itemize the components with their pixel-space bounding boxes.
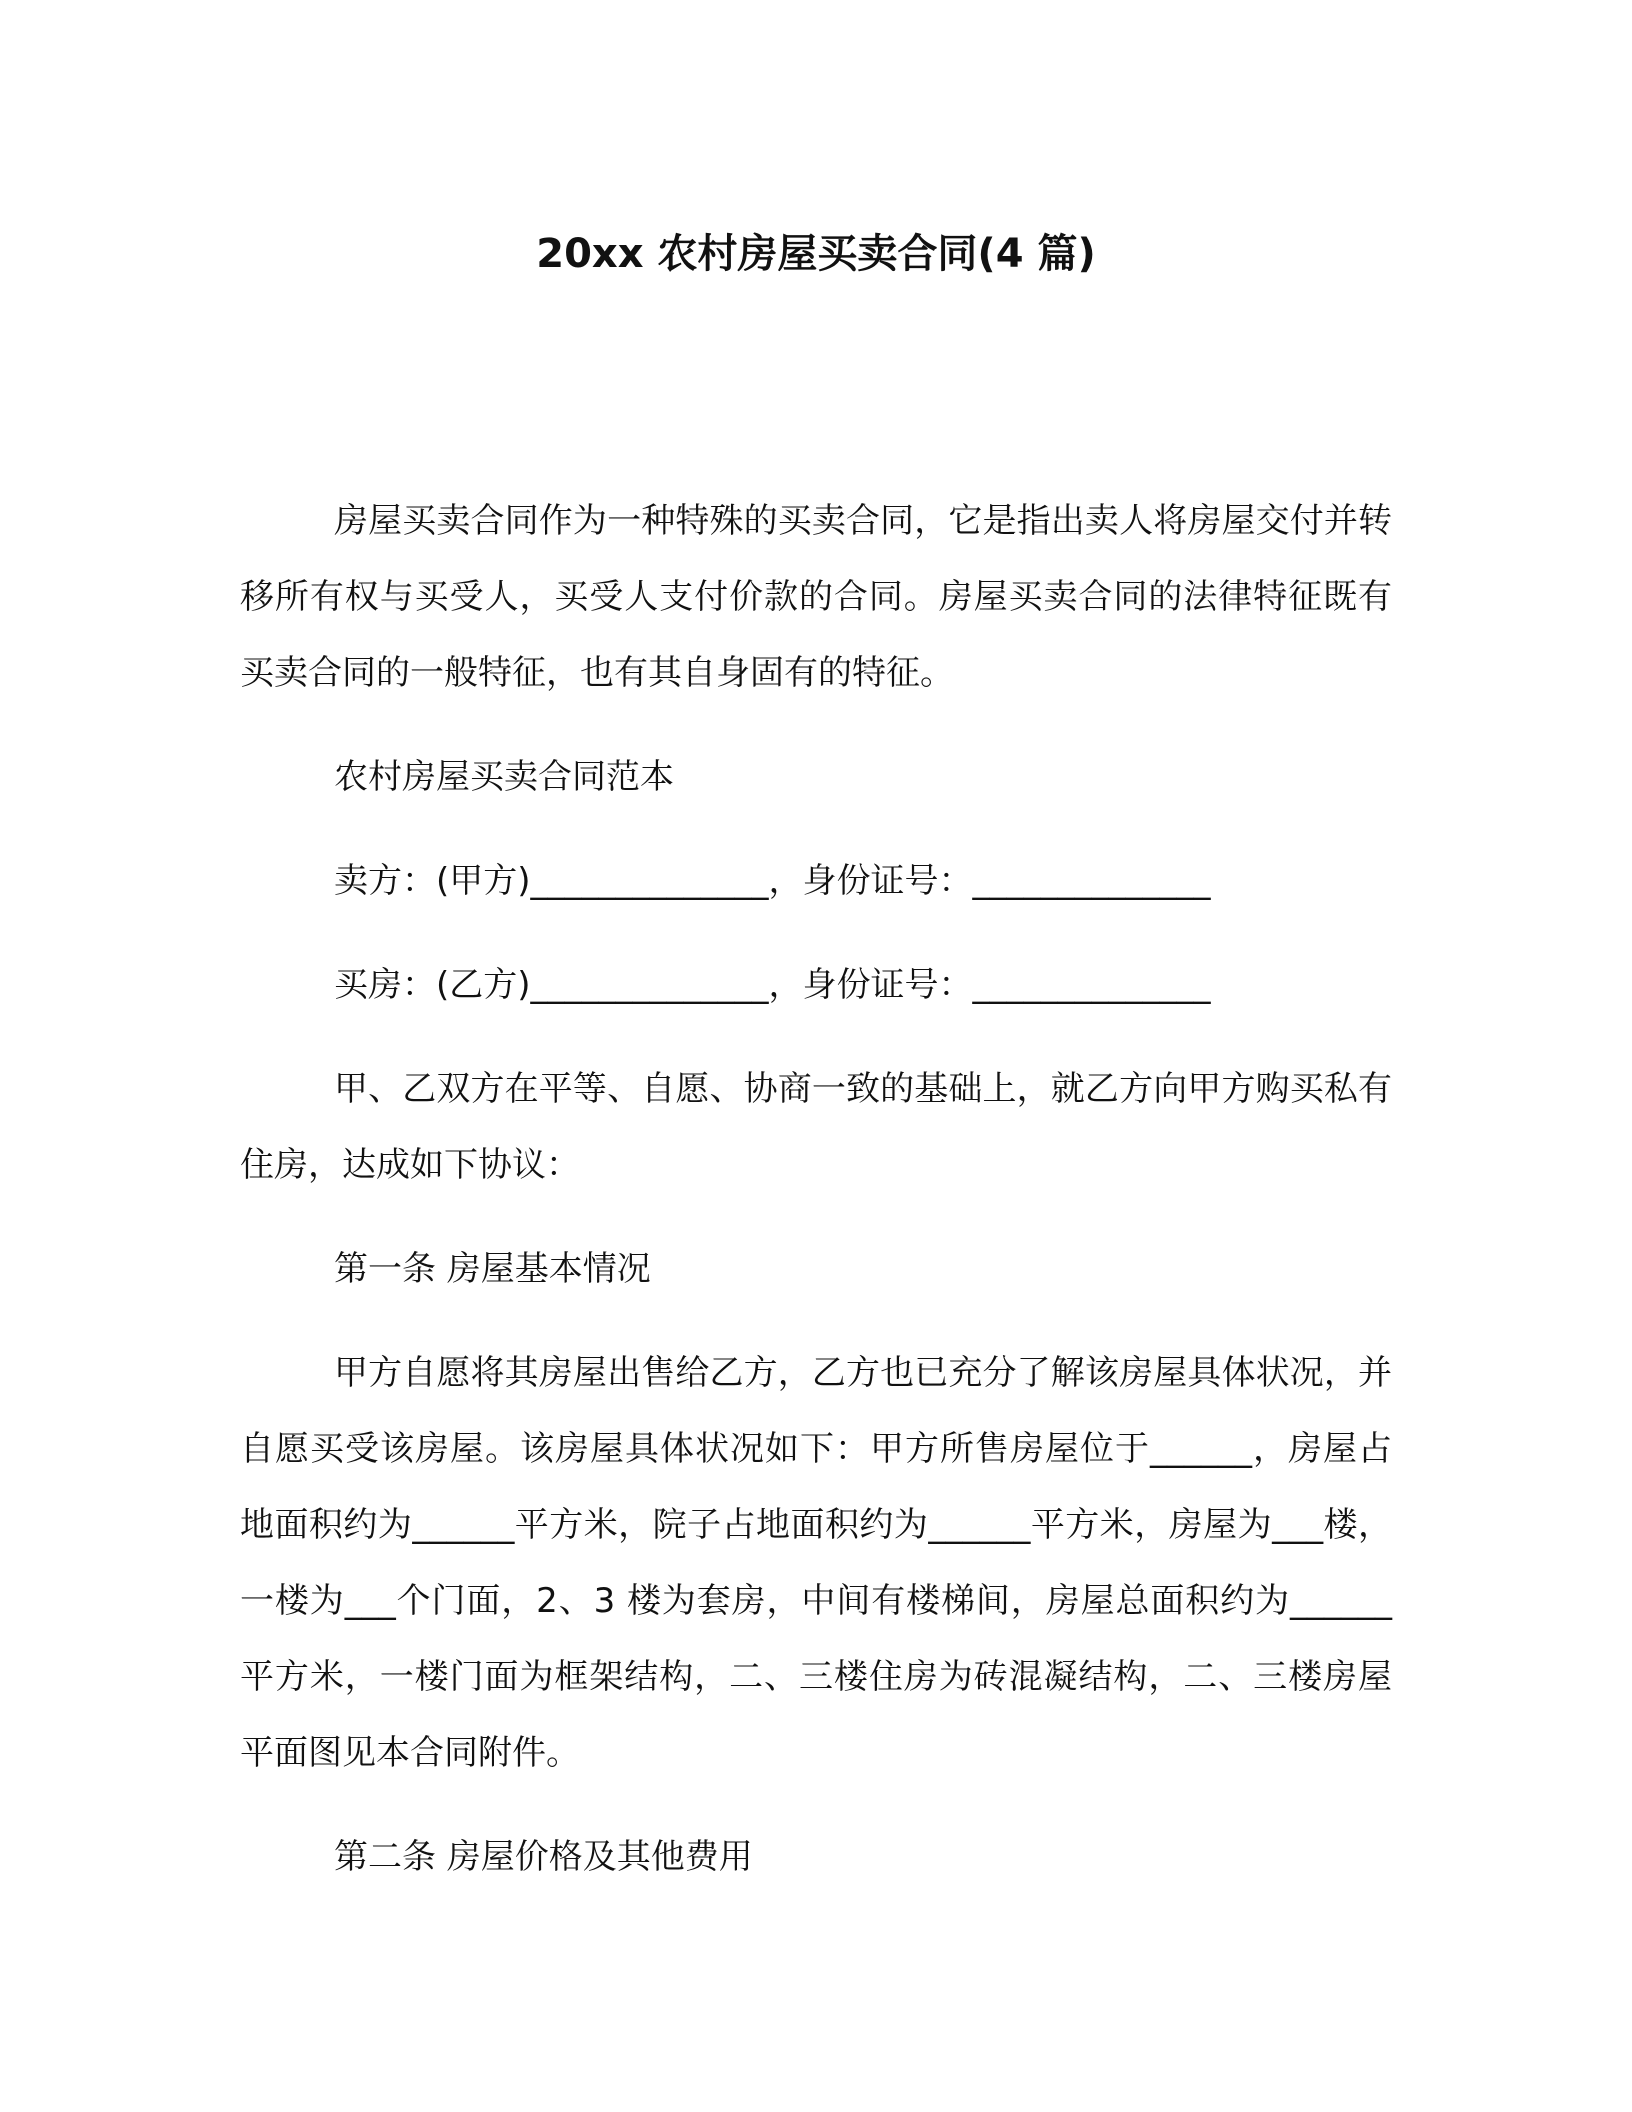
agreement-paragraph: 甲、乙双方在平等、自愿、协商一致的基础上，就乙方向甲方购买私有住房，达成如下协议： (240, 1069, 1392, 1185)
article-two-heading: 第二条 房屋价格及其他费用 (334, 1837, 753, 1877)
buyer-line: 买房：(乙方)______________，身份证号：______________ (334, 965, 1211, 1005)
intro-paragraph: 房屋买卖合同作为一种特殊的买卖合同，它是指出卖人将房屋交付并转移所有权与买受人，买受人支付价款的合同。房屋买卖合同的法律特征既有买卖合同的一般特征，也有其自身固有的特征。 (240, 501, 1392, 693)
document-title: 20xx 农村房屋买卖合同(4 篇) (536, 231, 1096, 277)
section-template-heading: 农村房屋买卖合同范本 (334, 757, 674, 797)
seller-line: 卖方：(甲方)______________，身份证号：______________ (334, 861, 1211, 901)
document-body (240, 483, 1392, 1923)
article-one-body: 甲方自愿将其房屋出售给乙方，乙方也已充分了解该房屋具体状况，并自愿买受该房屋。该房屋具体状况如下：甲方所售房屋位于______，房屋占地面积约为______平方米，院子占地面积约为______平方米，房屋为___楼，一楼为___个门面，2、3 楼为套房，中间有楼梯间，房屋总面积约为______平方米，一楼门面为框架结构，二、三楼住房为砖混凝结构，二、三楼房屋平面图见本合同附件。 (240, 1353, 1392, 1773)
article-one-heading: 第一条 房屋基本情况 (334, 1249, 651, 1289)
